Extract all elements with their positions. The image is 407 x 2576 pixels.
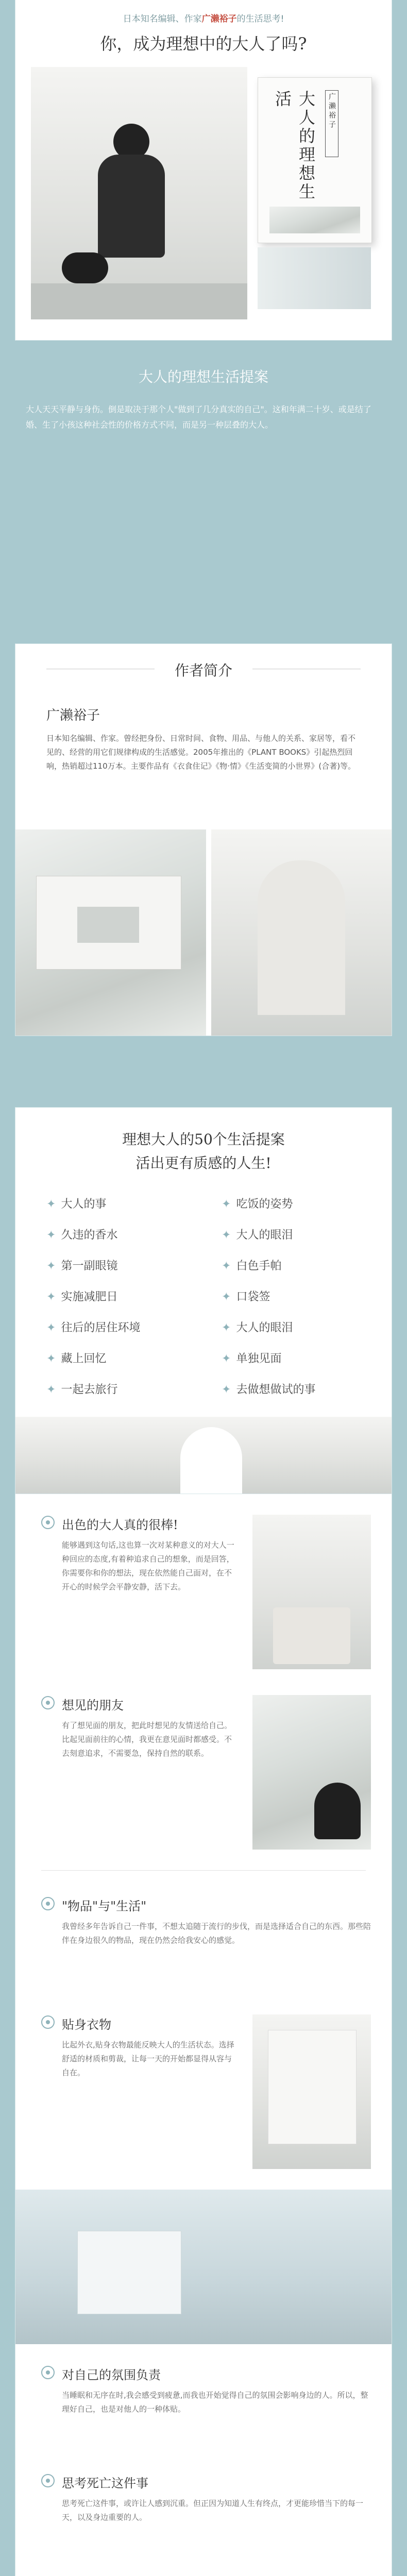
proposal-item: ✦ 口袋签 (222, 1291, 270, 1303)
cover-title: 大人的理想生活 (273, 90, 316, 201)
feature-bullet-icon (41, 1696, 55, 1709)
hero-card (15, 0, 392, 340)
feature-photo (252, 1515, 371, 1669)
feature-body: 当睡眠和无序在时,我会感受到疲惫,而我也开始觉得自己的氛围会影响身边的人。所以，整理好自己，也是对他人的一种体贴。 (62, 2391, 368, 2414)
proposal-item: ✦ 吃饭的姿势 (222, 1198, 293, 1211)
feature-bullet-icon (41, 2474, 55, 2487)
proposal-item: ✦ 白色手帕 (222, 1260, 282, 1273)
proposal-item: ✦ 第一副眼镜 (46, 1260, 118, 1273)
proposal-item: ✦ 大人的眼泪 (222, 1321, 293, 1334)
tagline-suffix: 的生活思考! (236, 14, 284, 24)
feature-body: 能够遇到这句话,这也算一次对某种意义的对大人一种回应的态度,有着种追求自己的想象，而是回答，你需要你和你的想法，现在依然能自己面对，在不开心的时候学会平静安静，活下去。 (62, 1540, 234, 1591)
feature-photo (252, 1695, 371, 1850)
author-section-title: 作者简介 (174, 662, 232, 679)
feature-bullet-icon (41, 2015, 55, 2029)
author-photo-right (211, 829, 392, 1036)
proposal-item: ✦ 去做想做试的事 (222, 1383, 316, 1396)
cover-author: 广濑裕子 (325, 90, 338, 157)
proposals-photo (15, 1417, 392, 1494)
feature-body: 比起外衣,贴身衣物最能反映大人的生活状态。选择舒适的材质和剪裁，让每一天的开始都显得从容与自在。 (62, 2040, 234, 2077)
proposal-item: ✦ 大人的眼泪 (222, 1229, 293, 1242)
author-bio: 日本知名编辑、作家。曾经把身份、日常时间、食物、用品、与他人的关系、家居等，看不见的、经营的用它们规律构成的生活感觉。2005年推出的《PLANT BOOKS》引起热烈回响，热销超过110万本。主要作品有《衣食住记》《物·情》《生活变简的小世界》(合著)等。 (46, 734, 356, 771)
proposal-item: ✦ 久违的香水 (46, 1229, 118, 1242)
feature-bullet-icon (41, 2366, 55, 2379)
intro-title: 大人的理想生活提案 (138, 368, 268, 385)
hero-photo (31, 67, 247, 319)
proposal-item: ✦ 实施减肥日 (46, 1291, 118, 1303)
features-card (15, 1494, 392, 2576)
cover-small-photo (269, 207, 360, 233)
proposal-item: ✦ 单独见面 (222, 1352, 282, 1365)
proposals-title-line2: 活出更有质感的人生! (135, 1155, 272, 1172)
author-name: 广濑裕子 (46, 708, 100, 723)
page-headline: 你，成为理想中的大人了吗? (100, 34, 307, 54)
author-photo-left (15, 829, 206, 1036)
feature-title: 想见的朋友 (62, 1698, 124, 1713)
feature-body: 思考死亡这件事，或许让人感到沉重。但正因为知道人生有终点，才更能珍惜当下的每一天，以及身边重要的人。 (62, 2499, 364, 2522)
book-spine-hero (258, 247, 371, 309)
feature-title: "物品"与"生活" (62, 1899, 147, 1913)
feature-title: 贴身衣物 (62, 2018, 111, 2032)
feature-title: 思考死亡这件事 (62, 2476, 148, 2490)
feature-photo (252, 2014, 371, 2169)
intro-section (0, 350, 407, 469)
author-card (15, 644, 392, 1036)
feature-wide-photo (15, 2190, 392, 2344)
feature-title: 出色的大人真的很棒! (62, 1518, 178, 1532)
tagline-author-name: 广濑裕子 (201, 14, 237, 24)
proposals-card (15, 1108, 392, 1494)
feature-body: 有了想见面的朋友，把此时想见的友情送给自己。比起见面前往的心情，我更在意见面时都感受。不去刻意追求，不需要急，保持自然的联系。 (62, 1721, 232, 1758)
proposals-title-line1: 理想大人的50个生活提案 (122, 1131, 285, 1148)
feature-bullet-icon (41, 1516, 55, 1529)
proposal-item: ✦ 大人的事 (46, 1198, 107, 1211)
feature-title: 对自己的氛围负责 (62, 2368, 161, 2382)
feature-divider (41, 1870, 366, 1871)
feature-body: 我曾经多年告诉自己一件事，不想太追随于流行的步伐，而是选择适合自己的东西。那些陪伴在身边很久的物品，现在仍然会给我安心的感觉。 (62, 1922, 371, 1945)
proposal-item: ✦ 藏上回忆 (46, 1352, 107, 1365)
tagline-prefix: 日本知名编辑、作家 (123, 14, 202, 24)
intro-body: 大人天天平静与身伤。倒是取决于那个人"做到了几分真实的自己"。这和年满二十岁、或是结了婚、生了小孩这种社会性的价格方式不同，而是另一种层叠的大人。 (26, 404, 371, 430)
book-cover-hero (258, 77, 372, 243)
header-tagline (15, 11, 392, 24)
feature-bullet-icon (41, 1897, 55, 1910)
proposal-item: ✦ 一起去旅行 (46, 1383, 118, 1396)
proposal-item: ✦ 往后的居住环境 (46, 1321, 141, 1334)
